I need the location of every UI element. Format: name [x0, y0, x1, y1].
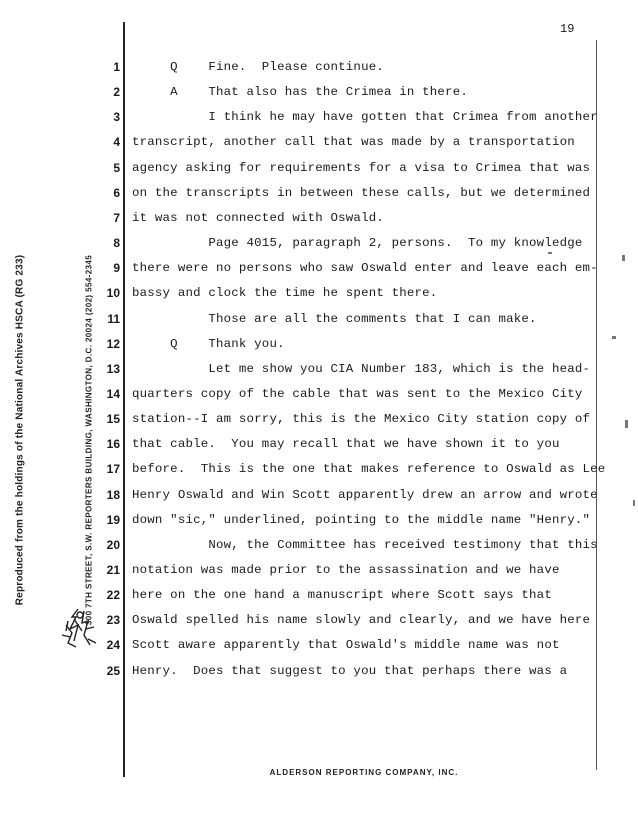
line-number: 10: [106, 286, 120, 301]
line-number: 11: [107, 311, 120, 326]
transcript-line: [0, 536, 638, 561]
transcript-line: [0, 284, 638, 309]
line-number: 12: [106, 336, 120, 351]
line-number: 9: [113, 261, 120, 276]
page-number: 19: [560, 22, 575, 36]
line-number: 8: [113, 236, 120, 251]
line-number: 5: [113, 160, 120, 175]
line-number: 15: [106, 412, 120, 427]
scan-speck: [612, 336, 616, 339]
transcript-line: [0, 410, 638, 435]
scan-speck: [548, 252, 552, 254]
line-text: Now, the Committee has received testimony that this: [132, 537, 598, 552]
transcript-line: [0, 234, 638, 259]
line-number: 16: [106, 437, 120, 452]
transcript-line: [0, 561, 638, 586]
line-text: Q Thank you.: [132, 336, 285, 351]
line-number: 4: [113, 135, 120, 150]
line-number: 13: [106, 361, 120, 376]
line-text: transcript, another call that was made by a transportation: [132, 135, 575, 150]
line-text: there were no persons who saw Oswald enter and leave each em-: [132, 261, 598, 276]
transcript-line: [0, 259, 638, 284]
line-text: on the transcripts in between these calls, but we determined: [132, 185, 591, 200]
line-text: A That also has the Crimea in there.: [132, 85, 468, 100]
line-text: agency asking for requirements for a visa to Crimea that was: [132, 160, 591, 175]
line-number: 14: [106, 386, 120, 401]
line-number: 18: [106, 487, 120, 502]
transcript-line: [0, 460, 638, 485]
line-number: 20: [106, 537, 120, 552]
line-number: 22: [106, 588, 120, 603]
line-text: before. This is the one that makes reference to Oswald as Lee: [132, 462, 606, 477]
line-text: bassy and clock the time he spent there.: [132, 286, 438, 301]
line-number: 1: [113, 60, 120, 74]
transcript-line: [0, 511, 638, 536]
line-text: Page 4015, paragraph 2, persons. To my knowledge: [132, 236, 583, 251]
line-text: quarters copy of the cable that was sent to the Mexico City: [132, 386, 583, 401]
line-text: Oswald spelled his name slowly and clearly, and we have here: [132, 613, 591, 628]
line-number: 7: [113, 210, 120, 225]
line-number: 19: [106, 512, 120, 527]
line-text: it was not connected with Oswald.: [132, 210, 384, 225]
line-text: notation was made prior to the assassination and we have: [132, 563, 560, 577]
scan-speck: [633, 500, 635, 506]
line-number: 24: [106, 638, 120, 653]
line-text: Those are all the comments that I can make.: [132, 311, 537, 326]
line-text: Henry. Does that suggest to you that perhaps there was a: [132, 663, 568, 678]
transcript-line: [0, 184, 638, 209]
line-number: 17: [106, 462, 120, 477]
transcript-line: [0, 310, 638, 335]
transcript-line: [0, 133, 638, 158]
line-text: Henry Oswald and Win Scott apparently drew an arrow and wrote: [132, 487, 598, 502]
transcript-line: [0, 385, 638, 410]
line-number: 25: [106, 663, 120, 678]
line-text: Q Fine. Please continue.: [132, 60, 384, 74]
line-text: Let me show you CIA Number 183, which is the head-: [132, 361, 591, 376]
line-number: 2: [113, 85, 120, 100]
transcript-line: [0, 435, 638, 460]
transcript-line: [0, 360, 638, 385]
reporter-address-margin: 300 7TH STREET, S.W. REPORTERS BUILDING, WASHINGTON, D.C. 20024 (202) 554-2345: [84, 254, 94, 626]
transcript-line: [0, 83, 638, 108]
transcript-line: [0, 486, 638, 511]
line-number: 21: [106, 563, 120, 577]
line-text: Scott aware apparently that Oswald's middle name was not: [132, 638, 560, 653]
archive-margin-note: Reproduced from the holdings of the National Archives HSCA (RG 233): [14, 254, 26, 606]
transcript-line: [0, 335, 638, 360]
scan-speck: [625, 420, 628, 428]
line-text: down "sic," underlined, pointing to the middle name "Henry.": [132, 512, 591, 527]
transcript-line: [0, 662, 638, 687]
line-text: here on the one hand a manuscript where Scott says that: [132, 588, 552, 603]
line-number: 3: [113, 110, 120, 125]
transcript-line: [0, 108, 638, 133]
transcript-line: [0, 159, 638, 184]
line-number: 23: [106, 613, 120, 628]
footer-company: ALDERSON REPORTING COMPANY, INC.: [269, 768, 459, 777]
transcript-line: [0, 209, 638, 234]
line-text: that cable. You may recall that we have shown it to you: [132, 437, 560, 452]
line-number: 6: [113, 185, 120, 200]
line-text: I think he may have gotten that Crimea from another: [132, 110, 598, 125]
scan-speck: [622, 255, 625, 261]
line-text: station--I am sorry, this is the Mexico City station copy of: [132, 412, 591, 427]
reporter-seal-stamp: [58, 605, 98, 651]
transcript-line: [0, 58, 638, 83]
